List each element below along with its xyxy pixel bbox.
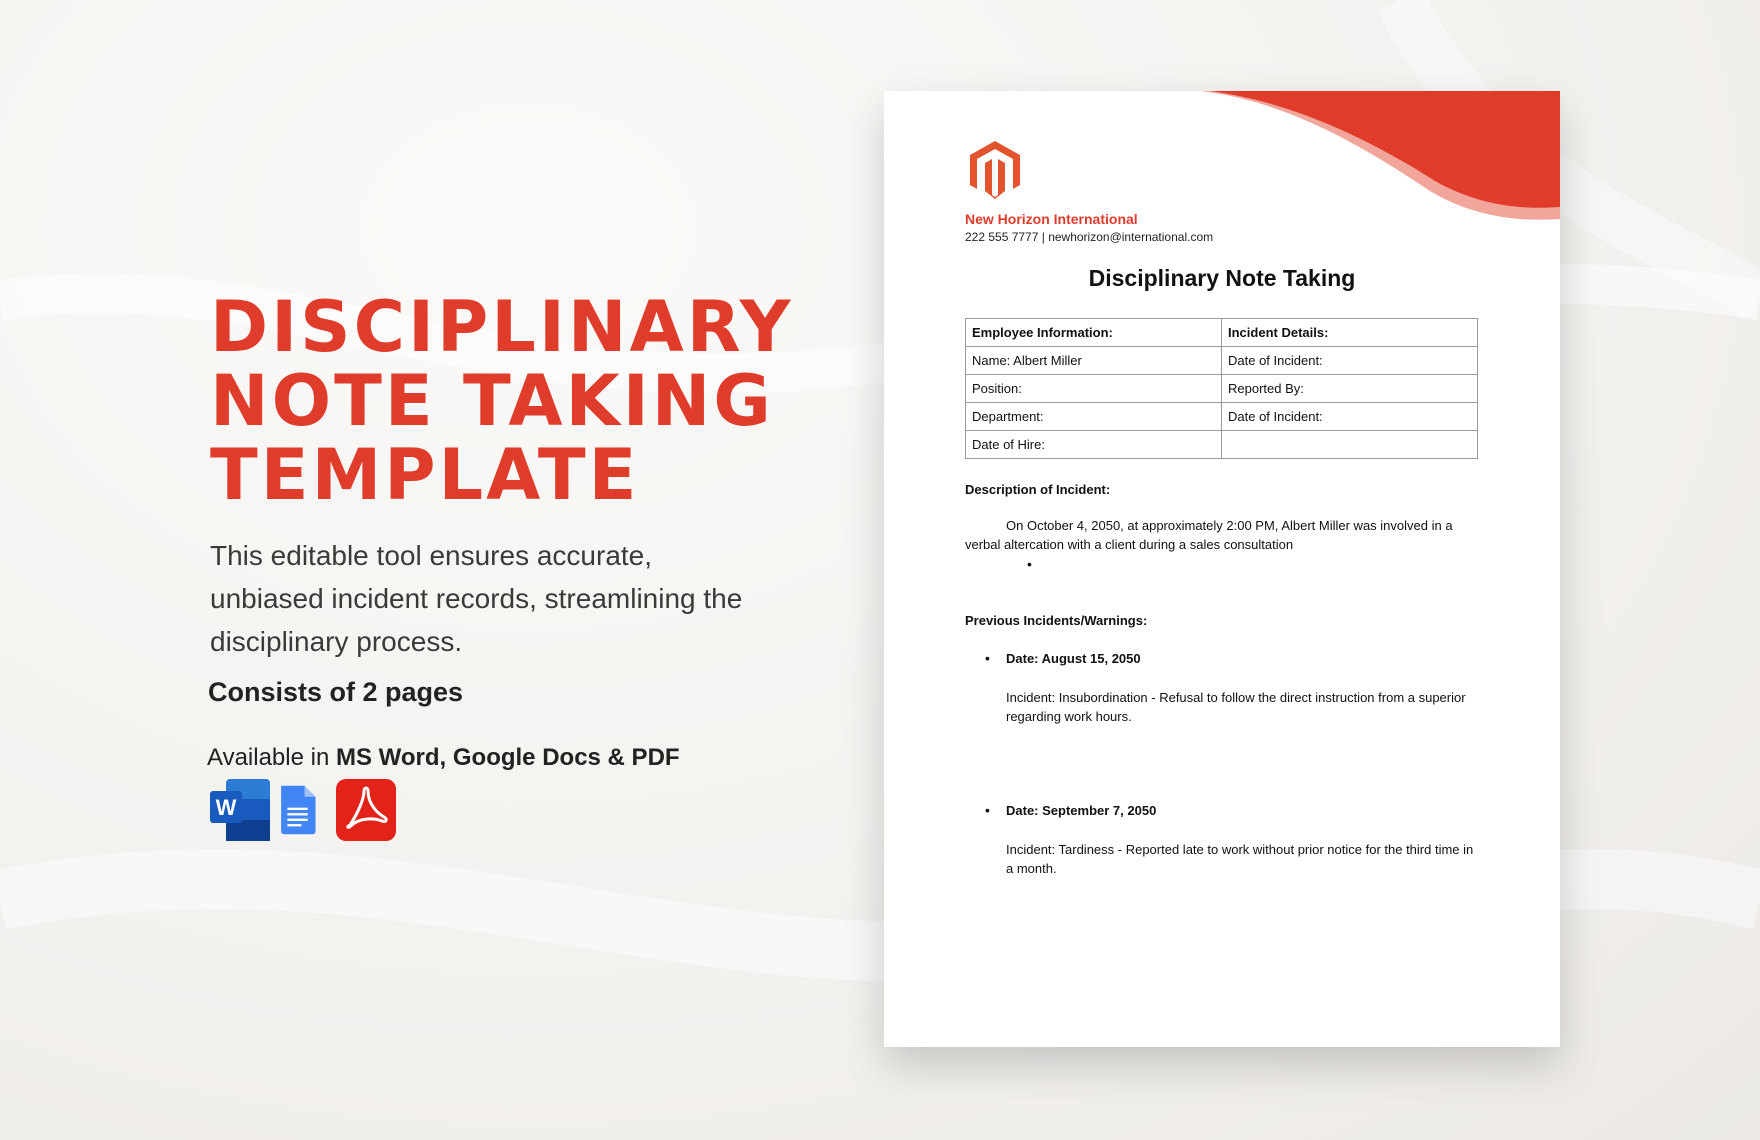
hero-title bbox=[210, 286, 830, 516]
table-row bbox=[966, 403, 1478, 431]
incident-text: Incident: Insubordination - Refusal to follow the direct instruction from a superior regarding work hours. bbox=[1006, 690, 1466, 724]
table-row bbox=[966, 431, 1478, 459]
employee-incident-table bbox=[965, 318, 1478, 459]
table-header-row bbox=[966, 319, 1478, 347]
description-text: On October 4, 2050, at approximately 2:00 PM, Albert Miller was involved in a verbal altercation with a client during a sales consultation bbox=[965, 518, 1453, 552]
table-header-cell: Incident Details: bbox=[1222, 319, 1478, 347]
incident-text: Incident: Tardiness - Reported late to work without prior notice for the third time in a month. bbox=[1006, 842, 1474, 876]
document-title: Disciplinary Note Taking bbox=[1088, 265, 1356, 291]
table-row bbox=[966, 347, 1478, 375]
table-cell: Date of Incident: bbox=[1222, 347, 1478, 375]
table-cell: Position: bbox=[966, 375, 1222, 403]
bullet-icon: • bbox=[985, 802, 990, 818]
page-count: Consists of 2 pages bbox=[208, 677, 464, 707]
pdf-icon bbox=[334, 777, 398, 843]
available-formats-list: MS Word, Google Docs & PDF bbox=[335, 744, 680, 771]
available-formats bbox=[207, 744, 830, 772]
company-contact: 222 555 7777 | newhorizon@international.com bbox=[965, 230, 1214, 244]
bullet-icon: • bbox=[985, 650, 990, 666]
incident-date: Date: September 7, 2050 bbox=[1006, 803, 1157, 818]
table-cell: Date of Hire: bbox=[966, 431, 1222, 459]
previous-incidents-heading: Previous Incidents/Warnings: bbox=[965, 613, 1148, 628]
description-heading: Description of Incident: bbox=[965, 482, 1111, 497]
available-prefix: Available in bbox=[207, 744, 336, 771]
table-cell: Name: Albert Miller bbox=[966, 347, 1222, 375]
header-wave-decoration bbox=[1200, 91, 1560, 223]
hero-title-line: DISCIPLINARY bbox=[210, 286, 794, 368]
table-cell: Date of Incident: bbox=[1222, 403, 1478, 431]
svg-text:W: W bbox=[215, 795, 237, 820]
hero-title-line: TEMPLATE bbox=[210, 434, 640, 516]
table-cell: Department: bbox=[966, 403, 1222, 431]
hero-section bbox=[207, 286, 830, 772]
bullet-icon: • bbox=[1027, 556, 1032, 572]
google-docs-icon bbox=[278, 777, 328, 843]
company-name: New Horizon International bbox=[965, 211, 1138, 227]
format-icons bbox=[208, 777, 398, 843]
incident-date: Date: August 15, 2050 bbox=[1006, 651, 1141, 666]
table-row bbox=[966, 375, 1478, 403]
table-header-cell: Employee Information: bbox=[966, 319, 1222, 347]
hero-title-line: NOTE TAKING bbox=[210, 360, 774, 442]
word-icon bbox=[208, 777, 272, 843]
hero-description: This editable tool ensures accurate, unbiased incident records, streamlining the disciplinary process. bbox=[210, 540, 743, 657]
document-page bbox=[884, 91, 1560, 1047]
table-cell bbox=[1222, 431, 1478, 459]
table-cell: Reported By: bbox=[1222, 375, 1478, 403]
hexagon-logo-icon bbox=[968, 139, 1022, 201]
